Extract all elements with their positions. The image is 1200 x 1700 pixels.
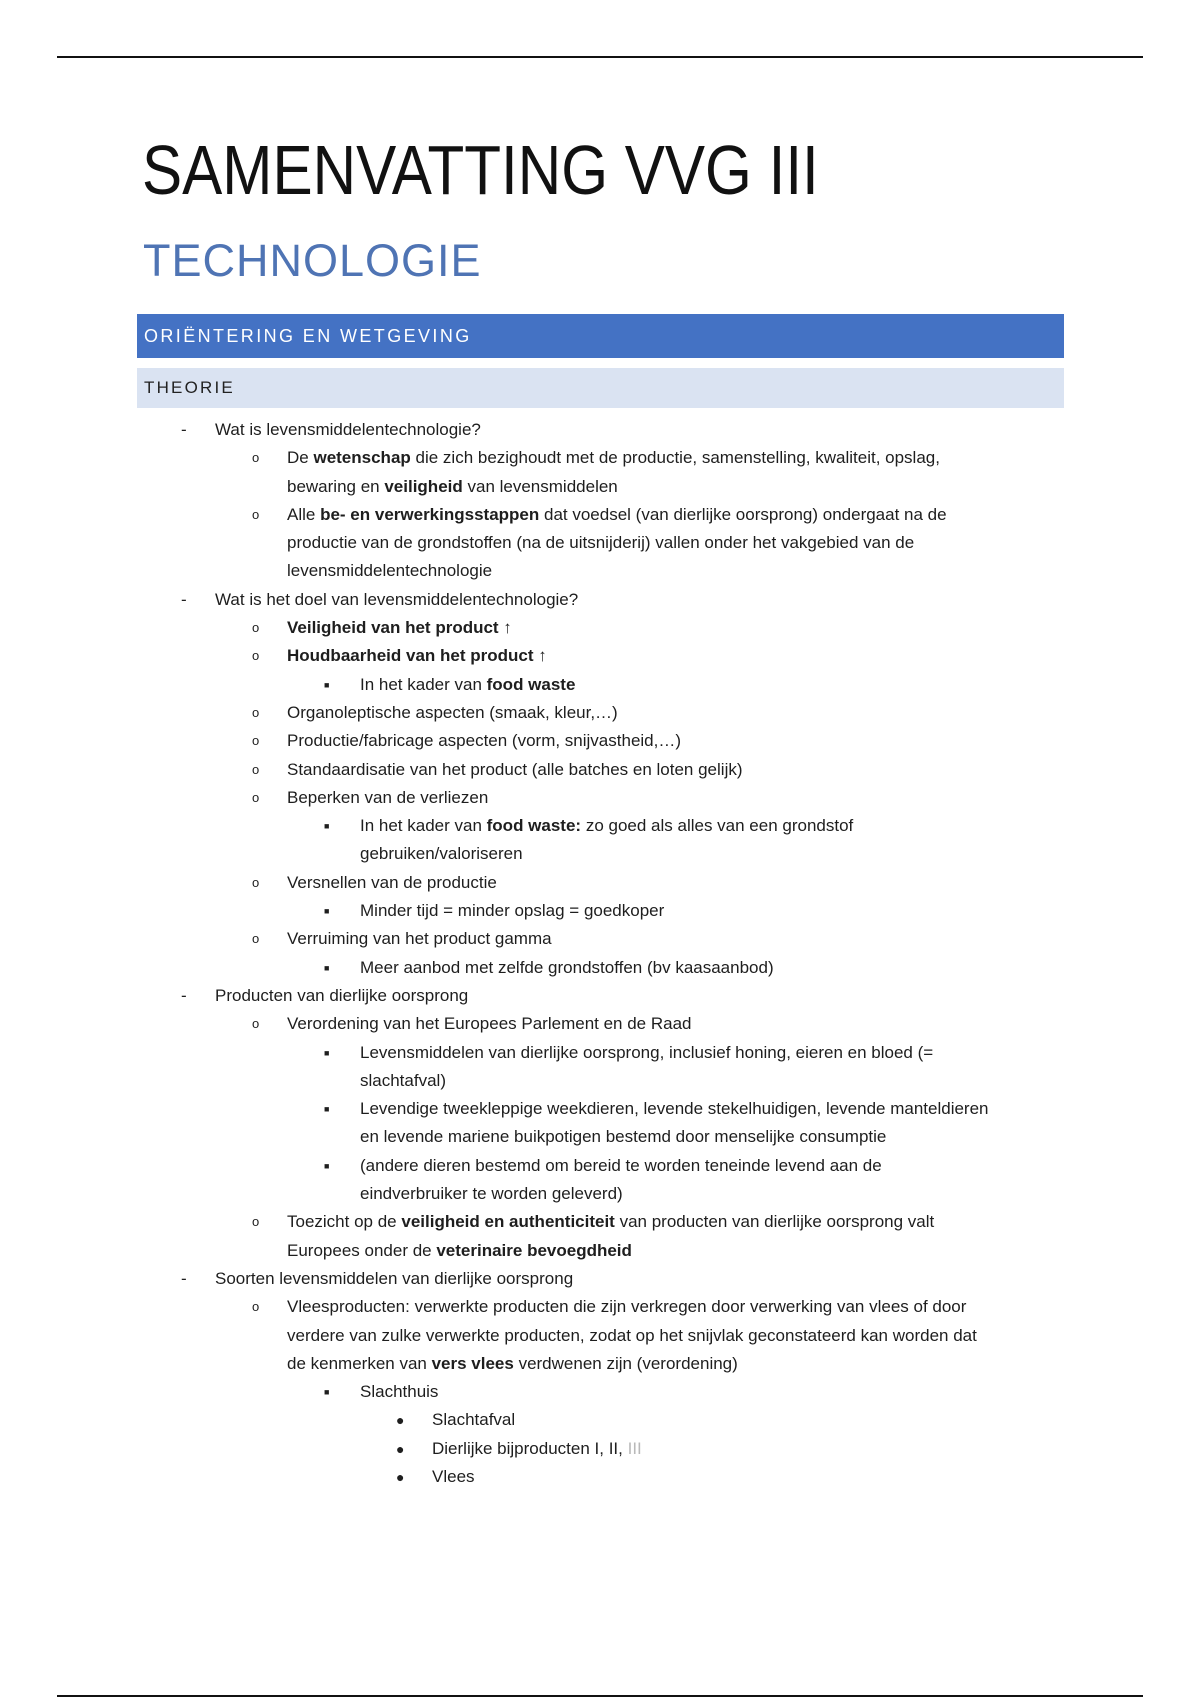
square-bullet-icon: ■ — [324, 906, 330, 917]
list-item-text: Levensmiddelen van dierlijke oorsprong, inclusief honing, eieren en bloed (= — [360, 1042, 934, 1062]
page-title: SAMENVATTING VVG III — [142, 131, 819, 209]
list-item — [0, 982, 1200, 1010]
list-item-text: Productie/fabricage aspecten (vorm, snijvastheid,…) — [287, 731, 682, 751]
list-item — [0, 897, 1200, 925]
list-item — [0, 1095, 1200, 1123]
list-item — [0, 1010, 1200, 1038]
list-item — [0, 756, 1200, 784]
circle-bullet-icon: o — [252, 789, 260, 805]
list-item-text: Slachthuis — [360, 1382, 439, 1402]
list-item-text: de kenmerken van vers vlees verdwenen zijn (verordening) — [287, 1353, 738, 1373]
circle-bullet-icon: o — [252, 506, 260, 522]
square-bullet-icon: ■ — [324, 1104, 330, 1115]
list-item — [0, 1208, 1200, 1236]
circle-bullet-icon: o — [252, 1016, 260, 1032]
list-item-text: verdere van zulke verwerkte producten, zodat op het snijvlak geconstateerd kan worden dat — [287, 1325, 977, 1345]
list-item-text: Meer aanbod met zelfde grondstoffen (bv kaasaanbod) — [360, 957, 774, 977]
square-bullet-icon: ■ — [324, 962, 330, 973]
list-item-text: De wetenschap die zich bezighoudt met de productie, samenstelling, kwaliteit, opslag, — [287, 448, 940, 468]
header-rule — [57, 56, 1143, 58]
list-item — [0, 784, 1200, 812]
circle-bullet-icon: o — [252, 1214, 260, 1230]
list-item — [0, 614, 1200, 642]
circle-bullet-icon: o — [252, 648, 260, 664]
list-item — [0, 1237, 1200, 1265]
circle-bullet-icon: o — [252, 620, 260, 636]
list-item — [0, 671, 1200, 699]
list-item-text: Veiligheid van het product ↑ — [287, 618, 512, 638]
list-item-text: Slachtafval — [432, 1410, 516, 1430]
subsection-heading: THEORIE — [137, 368, 1064, 408]
square-bullet-icon: ■ — [324, 1387, 330, 1398]
list-item — [0, 1406, 1200, 1434]
dot-bullet-icon: ● — [396, 1468, 405, 1485]
list-item-text: Producten van dierlijke oorsprong — [215, 985, 469, 1005]
list-item-text: Houdbaarheid van het product ↑ — [287, 646, 547, 666]
dash-bullet-icon: - — [181, 985, 187, 1005]
list-item-text: Dierlijke bijproducten I, II, III — [432, 1438, 642, 1458]
section-heading: ORIËNTERING EN WETGEVING — [137, 314, 1064, 358]
list-item — [0, 1123, 1200, 1151]
list-item — [0, 812, 1200, 840]
list-item-text: Organoleptische aspecten (smaak, kleur,…) — [287, 702, 618, 722]
list-item — [0, 1378, 1200, 1406]
list-item — [0, 586, 1200, 614]
list-item-text: levensmiddelentechnologie — [287, 561, 493, 581]
list-item — [0, 1152, 1200, 1180]
list-item-text: Standaardisatie van het product (alle batches en loten gelijk) — [287, 759, 743, 779]
list-item-text: gebruiken/valoriseren — [360, 844, 523, 864]
list-item — [0, 1039, 1200, 1067]
list-item-text: Beperken van de verliezen — [287, 787, 489, 807]
list-item-text: Soorten levensmiddelen van dierlijke oorsprong — [215, 1268, 574, 1288]
list-item — [0, 727, 1200, 755]
square-bullet-icon: ■ — [324, 821, 330, 832]
list-item — [0, 1180, 1200, 1208]
list-item — [0, 840, 1200, 868]
list-item-text: Verruiming van het product gamma — [287, 929, 552, 949]
footer-rule — [57, 1695, 1143, 1697]
list-item-text: Europees onder de veterinaire bevoegdheid — [287, 1240, 632, 1260]
list-item — [0, 416, 1200, 444]
list-item — [0, 444, 1200, 472]
circle-bullet-icon: o — [252, 1299, 260, 1315]
outline-list — [0, 416, 1200, 1491]
list-item — [0, 699, 1200, 727]
list-item-text: Levendige tweekleppige weekdieren, levende stekelhuidigen, levende manteldieren — [360, 1099, 989, 1119]
list-item-text: In het kader van food waste — [360, 674, 576, 694]
list-item-text: Vlees — [432, 1466, 475, 1486]
list-item — [0, 869, 1200, 897]
list-item-text: bewaring en veiligheid van levensmiddelen — [287, 476, 618, 496]
dot-bullet-icon: ● — [396, 1412, 405, 1429]
square-bullet-icon: ■ — [324, 1160, 330, 1171]
list-item-text: Alle be- en verwerkingsstappen dat voedsel (van dierlijke oorsprong) ondergaat na de — [287, 504, 947, 524]
list-item — [0, 529, 1200, 557]
list-item-text: eindverbruiker te worden geleverd) — [360, 1184, 623, 1204]
list-item-text: Wat is levensmiddelentechnologie? — [215, 420, 481, 439]
circle-bullet-icon: o — [252, 761, 260, 777]
page-subtitle: TECHNOLOGIE — [143, 235, 482, 286]
list-item — [0, 1350, 1200, 1378]
square-bullet-icon: ■ — [324, 1047, 330, 1058]
list-item-text: Minder tijd = minder opslag = goedkoper — [360, 901, 665, 921]
circle-bullet-icon: o — [252, 450, 260, 466]
dash-bullet-icon: - — [181, 589, 187, 609]
list-item-text: (andere dieren bestemd om bereid te worden teneinde levend aan de — [360, 1155, 882, 1175]
list-item — [0, 1067, 1200, 1095]
list-item — [0, 557, 1200, 585]
list-item — [0, 1265, 1200, 1293]
list-item-text: In het kader van food waste: zo goed als alles van een grondstof — [360, 816, 854, 836]
circle-bullet-icon: o — [252, 931, 260, 947]
circle-bullet-icon: o — [252, 733, 260, 749]
square-bullet-icon: ■ — [324, 679, 330, 690]
list-item-text: en levende mariene buikpotigen bestemd door menselijke consumptie — [360, 1127, 887, 1147]
list-item — [0, 925, 1200, 953]
list-item — [0, 1322, 1200, 1350]
list-item-text: Toezicht op de veiligheid en authenticiteit van producten van dierlijke oorsprong valt — [287, 1212, 935, 1232]
list-item — [0, 1463, 1200, 1491]
dot-bullet-icon: ● — [396, 1440, 405, 1457]
list-item — [0, 954, 1200, 982]
dash-bullet-icon: - — [181, 1268, 187, 1288]
list-item — [0, 1293, 1200, 1321]
circle-bullet-icon: o — [252, 874, 260, 890]
list-item — [0, 642, 1200, 670]
list-item-text: Verordening van het Europees Parlement en de Raad — [287, 1014, 692, 1034]
list-item-text: Versnellen van de productie — [287, 872, 497, 892]
circle-bullet-icon: o — [252, 704, 260, 720]
list-item — [0, 1435, 1200, 1463]
list-item — [0, 473, 1200, 501]
dash-bullet-icon: - — [181, 420, 187, 439]
list-item-text: productie van de grondstoffen (na de uitsnijderij) vallen onder het vakgebied van de — [287, 533, 915, 553]
list-item — [0, 501, 1200, 529]
list-item-text: slachtafval) — [360, 1070, 446, 1090]
list-item-text: Vleesproducten: verwerkte producten die zijn verkregen door verwerking van vlees of door — [287, 1297, 967, 1317]
list-item-text: Wat is het doel van levensmiddelentechnologie? — [215, 589, 579, 609]
